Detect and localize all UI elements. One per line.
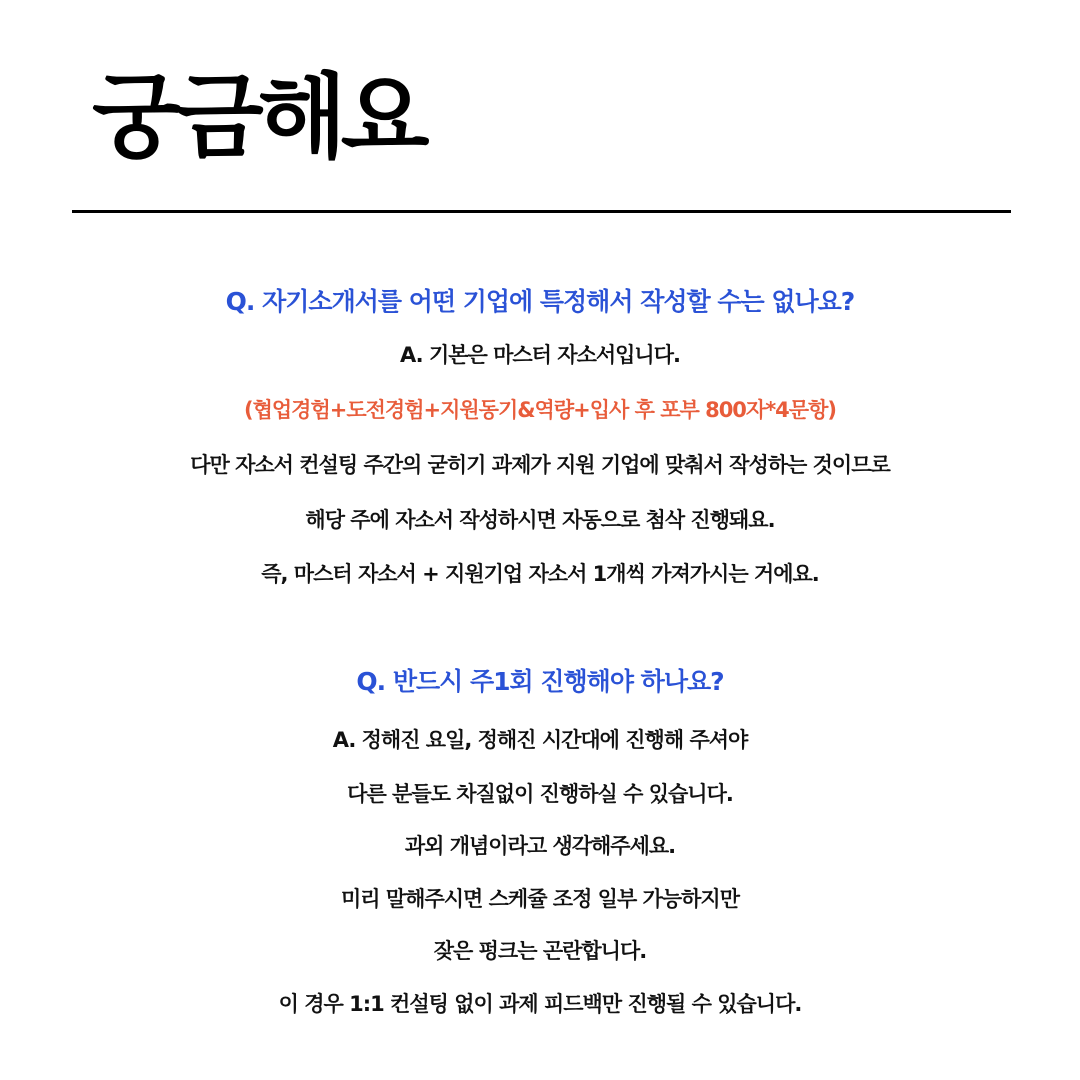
- faq-answer-line: 이 경우 1:1 컨설팅 없이 과제 피드백만 진행될 수 있습니다.: [278, 992, 802, 1016]
- faq-answer-note: (협업경험+도전경험+지원동기&역량+입사 후 포부 800자*4문항): [244, 398, 836, 422]
- faq-answer-line: 미리 말해주시면 스케쥴 조정 일부 가능하지만: [341, 887, 739, 911]
- faq-answer-line: 즉, 마스터 자소서 + 지원기업 자소서 1개씩 가져가시는 거에요.: [261, 562, 819, 586]
- faq-answer-line: A. 기본은 마스터 자소서입니다.: [400, 343, 680, 367]
- faq-question: Q. 자기소개서를 어떤 기업에 특정해서 작성할 수는 없나요?: [225, 287, 855, 316]
- faq-answer-line: 다만 자소서 컨설팅 주간의 굳히기 과제가 지원 기업에 맞춰서 작성하는 것이므로: [190, 453, 890, 477]
- title-divider: [72, 210, 1011, 213]
- faq-answer-line: 해당 주에 자소서 작성하시면 자동으로 첨삭 진행돼요.: [305, 508, 775, 532]
- faq-answer-line: 잦은 펑크는 곤란합니다.: [433, 939, 647, 963]
- faq-answer-line: 다른 분들도 차질없이 진행하실 수 있습니다.: [347, 782, 733, 806]
- page-title: 궁금해요: [92, 64, 424, 171]
- faq-answer-line: A. 정해진 요일, 정해진 시간대에 진행해 주셔야: [332, 728, 748, 752]
- faq-question: Q. 반드시 주1회 진행해야 하나요?: [356, 667, 724, 696]
- faq-answer-line: 과외 개념이라고 생각해주세요.: [404, 834, 676, 858]
